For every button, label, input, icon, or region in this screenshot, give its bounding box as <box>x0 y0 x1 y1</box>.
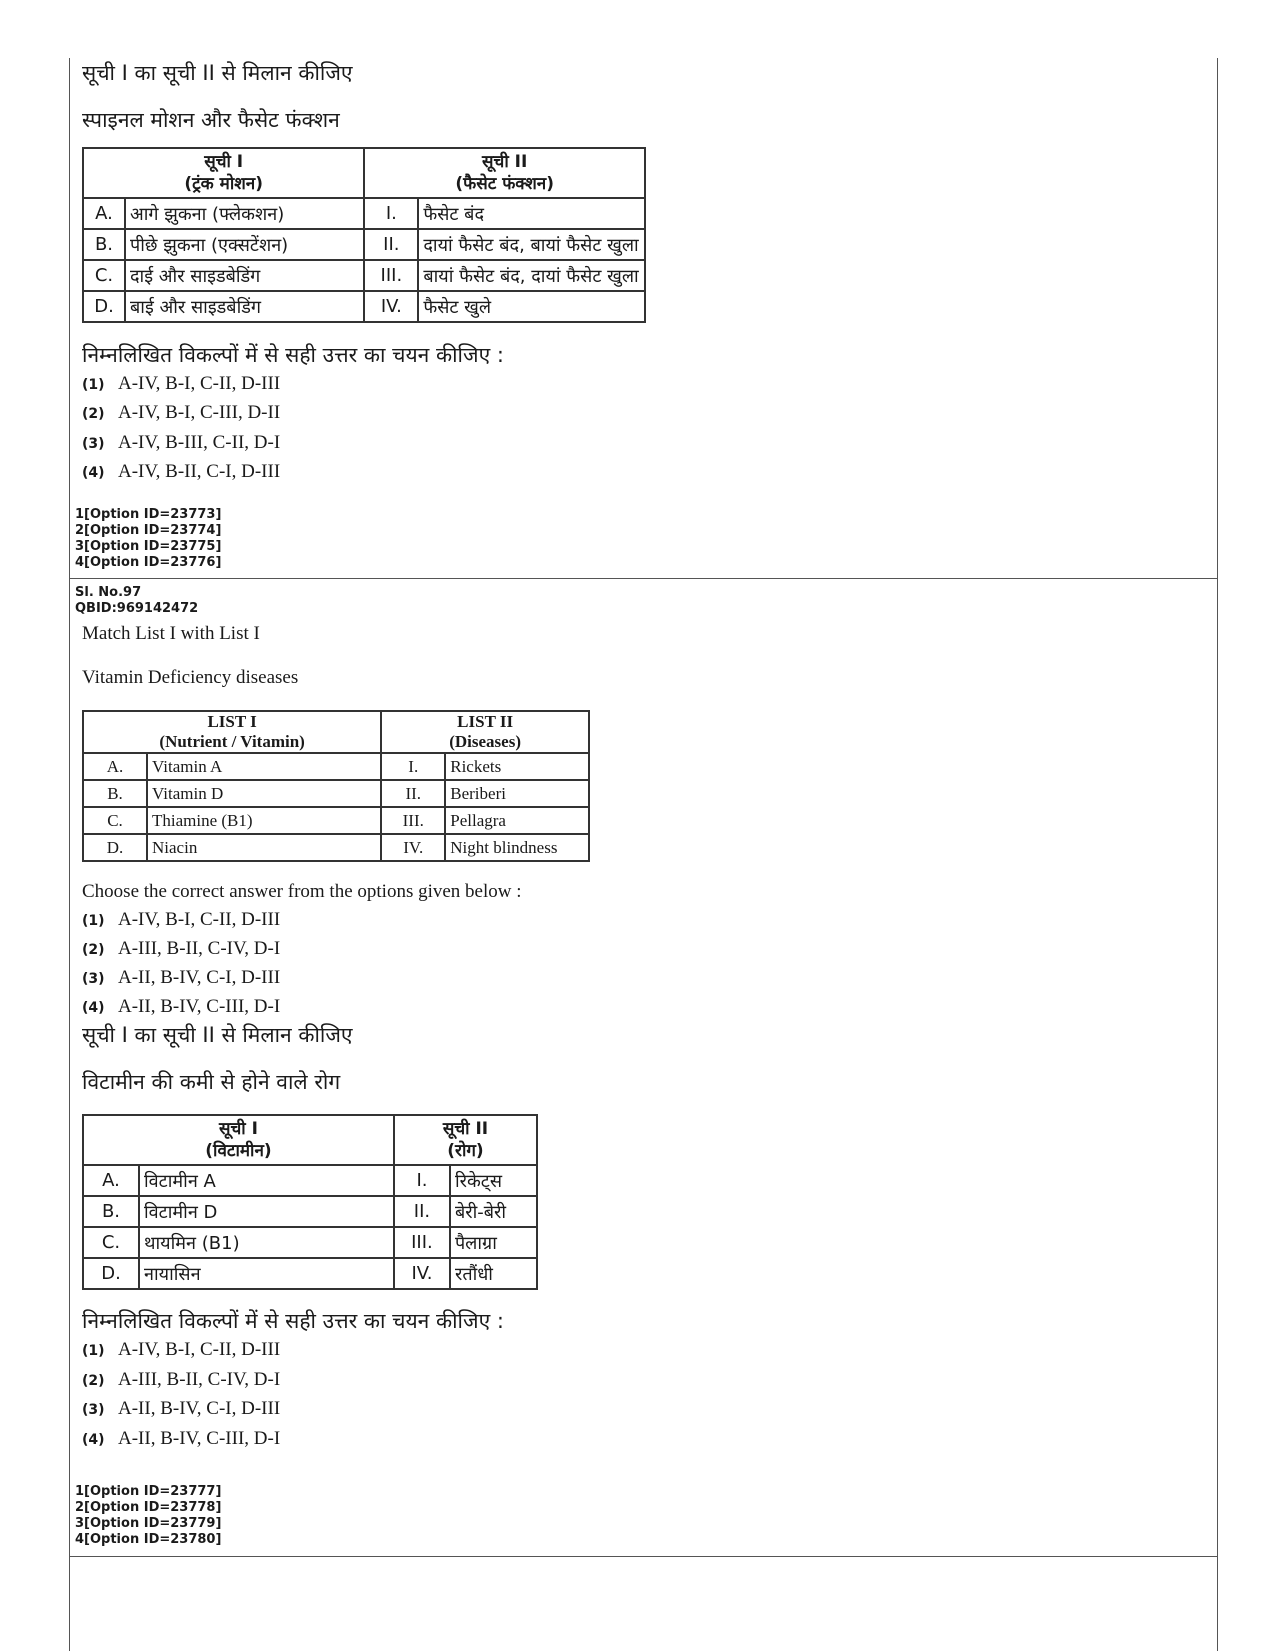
list2-header: सूची II (रोग) <box>394 1115 537 1165</box>
option-id-list: 1[Option ID=23773] 2[Option ID=23774] 3[Option ID=23775] 4[Option ID=23776] <box>75 507 222 570</box>
list1-header: सूची I (विटामीन) <box>83 1115 394 1165</box>
table-row: B. पीछे झुकना (एक्सटेंशन) II. दायां फैसेट बंद, बायां फैसेट खुला <box>83 229 645 260</box>
question-divider <box>69 1556 1217 1557</box>
serial-number: Sl. No.97 <box>75 585 142 600</box>
option-1: (1) A-IV, B-I, C-II, D-III <box>82 909 281 930</box>
table-row: D. Niacin IV. Night blindness <box>83 834 589 861</box>
question-title-hindi: सूची I का सूची II से मिलान कीजिए <box>82 61 353 85</box>
qbid: QBID:969142472 <box>75 601 199 616</box>
table-row: B. विटामीन D II. बेरी-बेरी <box>83 1196 537 1227</box>
option-2: (2) A-III, B-II, C-IV, D-I <box>82 938 281 959</box>
answer-prompt-hindi: निम्नलिखित विकल्पों में से सही उत्तर का चयन कीजिए : <box>82 1309 504 1333</box>
question-title-hindi: सूची I का सूची II से मिलान कीजिए <box>82 1023 353 1047</box>
option-1: (1) A-IV, B-I, C-II, D-III <box>82 1339 281 1360</box>
table-row: C. थायमिन (B1) III. पैलाग्रा <box>83 1227 537 1258</box>
option-4: (4) A-II, B-IV, C-III, D-I <box>82 1428 281 1449</box>
option-id-list: 1[Option ID=23777] 2[Option ID=23778] 3[Option ID=23779] 4[Option ID=23780] <box>75 1484 222 1547</box>
question-title-english: Match List I with List I <box>82 623 260 644</box>
list2-header: सूची II (फैसेट फंक्शन) <box>364 148 645 198</box>
question-divider <box>69 578 1217 579</box>
option-3: (3) A-II, B-IV, C-I, D-III <box>82 1398 281 1419</box>
question-meta <box>75 585 198 617</box>
option-1: (1) A-IV, B-I, C-II, D-III <box>82 373 281 394</box>
table-row: A. Vitamin A I. Rickets <box>83 753 589 780</box>
table-row: C. Thiamine (B1) III. Pellagra <box>83 807 589 834</box>
table-row: B. Vitamin D II. Beriberi <box>83 780 589 807</box>
match-table-hindi <box>82 147 646 323</box>
answer-prompt-english: Choose the correct answer from the options given below : <box>82 881 522 902</box>
option-4: (4) A-II, B-IV, C-III, D-I <box>82 996 281 1017</box>
frame-right-border <box>1217 58 1218 1651</box>
option-2: (2) A-III, B-II, C-IV, D-I <box>82 1369 281 1390</box>
option-3: (3) A-II, B-IV, C-I, D-III <box>82 967 281 988</box>
table-row: C. दाई और साइडबेडिंग III. बायां फैसेट बंद, दायां फैसेट खुला <box>83 260 645 291</box>
question-subtitle-hindi: स्पाइनल मोशन और फैसेट फंक्शन <box>82 108 340 132</box>
answer-prompt-hindi: निम्नलिखित विकल्पों में से सही उत्तर का चयन कीजिए : <box>82 343 504 367</box>
frame-left-border <box>69 58 70 1651</box>
table-row: D. नायासिन IV. रतौंधी <box>83 1258 537 1289</box>
table-row: D. बाई और साइडबेडिंग IV. फैसेट खुले <box>83 291 645 322</box>
list1-header: LIST I (Nutrient / Vitamin) <box>83 711 381 753</box>
option-2: (2) A-IV, B-I, C-III, D-II <box>82 402 281 423</box>
list1-header: सूची I (ट्रंक मोशन) <box>83 148 364 198</box>
option-3: (3) A-IV, B-III, C-II, D-I <box>82 432 281 453</box>
table-row: A. विटामीन A I. रिकेट्स <box>83 1165 537 1196</box>
table-row: A. आगे झुकना (फ्लेकशन) I. फैसेट बंद <box>83 198 645 229</box>
match-table-english <box>82 710 590 862</box>
option-4: (4) A-IV, B-II, C-I, D-III <box>82 461 281 482</box>
match-table-hindi <box>82 1114 538 1290</box>
list2-header: LIST II (Diseases) <box>381 711 589 753</box>
question-subtitle-english: Vitamin Deficiency diseases <box>82 667 299 688</box>
question-subtitle-hindi: विटामीन की कमी से होने वाले रोग <box>82 1070 341 1094</box>
